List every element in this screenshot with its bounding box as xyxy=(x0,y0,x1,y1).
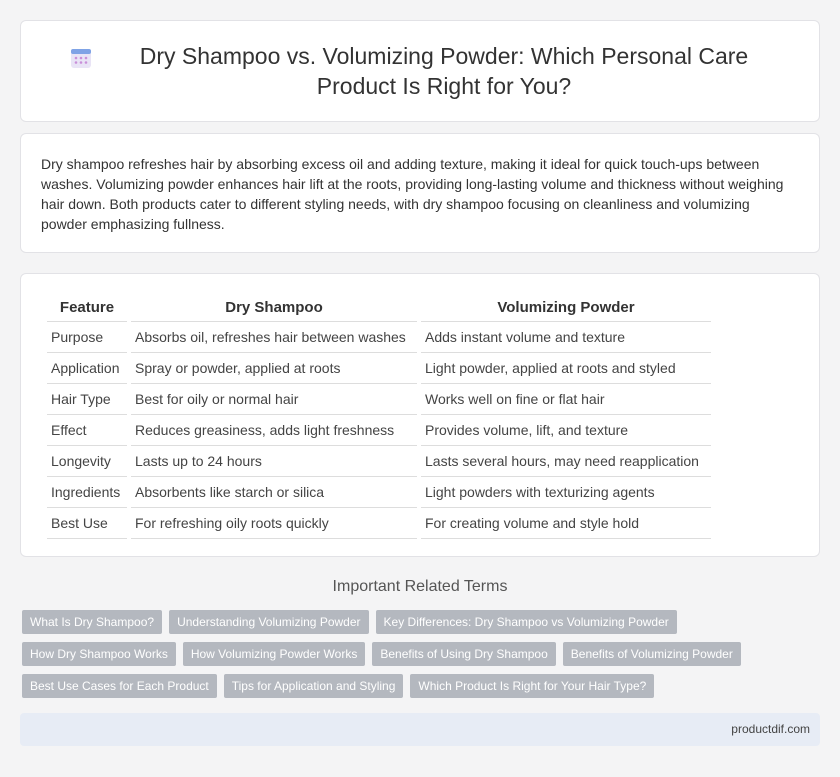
header-dry-shampoo: Dry Shampoo xyxy=(131,298,417,322)
header-feature: Feature xyxy=(47,298,127,322)
table-cell: Application xyxy=(47,353,127,384)
table-cell: Adds instant volume and texture xyxy=(421,322,711,353)
table-cell: Light powders with texturizing agents xyxy=(421,477,711,508)
tag-link[interactable]: Benefits of Volumizing Powder xyxy=(563,642,741,666)
footer xyxy=(20,713,820,746)
tag-link[interactable]: Tips for Application and Styling xyxy=(224,674,404,698)
table-row xyxy=(47,508,711,539)
tag-row xyxy=(22,642,822,666)
tag-link[interactable]: Key Differences: Dry Shampoo vs Volumizing Powder xyxy=(376,610,677,634)
intro-card xyxy=(20,133,820,253)
intro-text: Dry shampoo refreshes hair by absorbing excess oil and adding texture, making it ideal for quick touch-ups between washes. Volumizing powder enhances hair lift at the roots, providing long-lasting volume and thickness without weighing hair down. Both products cater to different styling needs, with dry shampoo focusing on cleanliness and volumizing powder emphasizing fullness. xyxy=(41,156,784,232)
table-cell: Absorbents like starch or silica xyxy=(131,477,417,508)
tag-row xyxy=(22,610,822,634)
table-row xyxy=(47,322,711,353)
calendar-icon xyxy=(70,47,92,69)
table-cell: For creating volume and style hold xyxy=(421,508,711,539)
tag-link[interactable]: How Dry Shampoo Works xyxy=(22,642,176,666)
tag-link[interactable]: Which Product Is Right for Your Hair Type? xyxy=(410,674,654,698)
comparison-table xyxy=(43,298,715,539)
table-cell: Light powder, applied at roots and styled xyxy=(421,353,711,384)
table-row xyxy=(47,446,711,477)
title-card xyxy=(20,20,820,122)
table-cell: Absorbs oil, refreshes hair between washes xyxy=(131,322,417,353)
footer-site[interactable]: productdif.com xyxy=(731,722,810,736)
table-cell: Lasts several hours, may need reapplication xyxy=(421,446,711,477)
table-cell: For refreshing oily roots quickly xyxy=(131,508,417,539)
table-row xyxy=(47,353,711,384)
table-cell: Hair Type xyxy=(47,384,127,415)
table-cell: Effect xyxy=(47,415,127,446)
table-cell: Lasts up to 24 hours xyxy=(131,446,417,477)
table-cell: Provides volume, lift, and texture xyxy=(421,415,711,446)
table-cell: Ingredients xyxy=(47,477,127,508)
table-header-row xyxy=(47,298,711,322)
comparison-card xyxy=(20,273,820,557)
table-cell: Purpose xyxy=(47,322,127,353)
title-wrap xyxy=(70,41,770,101)
tag-link[interactable]: What Is Dry Shampoo? xyxy=(22,610,162,634)
header-volumizing-powder: Volumizing Powder xyxy=(421,298,711,322)
table-row xyxy=(47,477,711,508)
table-cell: Reduces greasiness, adds light freshness xyxy=(131,415,417,446)
tag-link[interactable]: Understanding Volumizing Powder xyxy=(169,610,368,634)
table-row xyxy=(47,415,711,446)
tag-link[interactable]: Best Use Cases for Each Product xyxy=(22,674,217,698)
table-cell: Best for oily or normal hair xyxy=(131,384,417,415)
tag-row xyxy=(22,674,822,698)
tag-link[interactable]: Benefits of Using Dry Shampoo xyxy=(372,642,555,666)
page-title: Dry Shampoo vs. Volumizing Powder: Which Personal Care Product Is Right for You? xyxy=(139,43,749,99)
table-cell: Spray or powder, applied at roots xyxy=(131,353,417,384)
table-cell: Works well on fine or flat hair xyxy=(421,384,711,415)
table-cell: Best Use xyxy=(47,508,127,539)
related-terms-title: Important Related Terms xyxy=(332,578,508,595)
table-cell: Longevity xyxy=(47,446,127,477)
related-terms-list xyxy=(22,610,822,706)
tag-link[interactable]: How Volumizing Powder Works xyxy=(183,642,366,666)
table-row xyxy=(47,384,711,415)
